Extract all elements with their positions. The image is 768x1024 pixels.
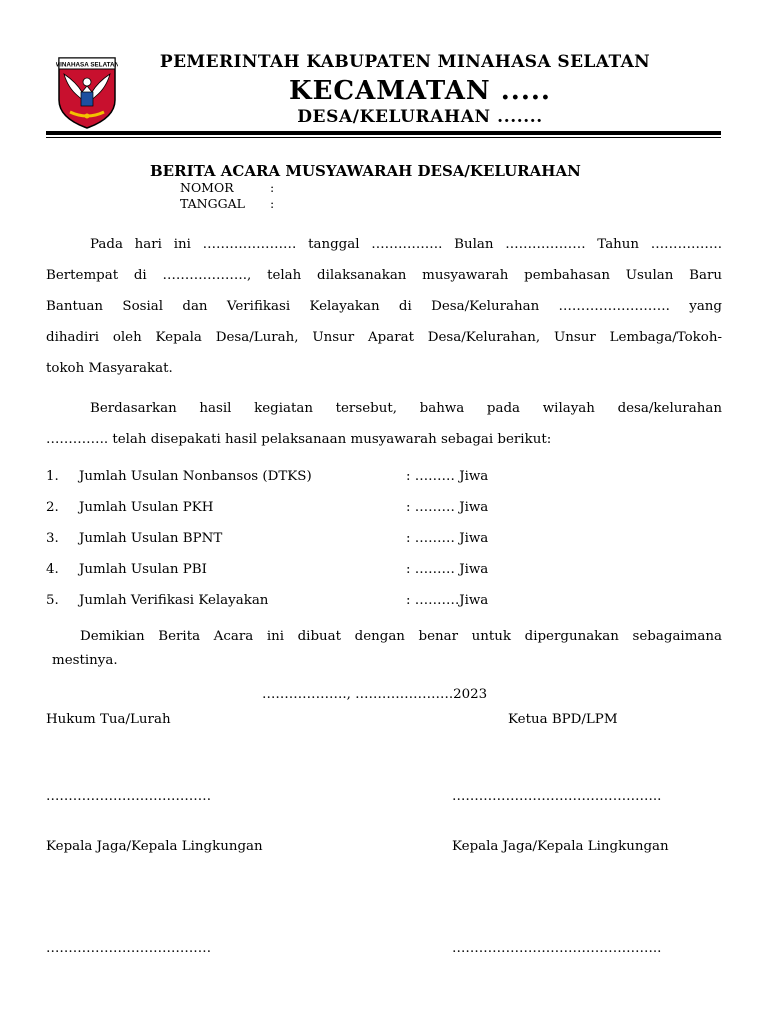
list-item-value: : ……… Jiwa (406, 469, 489, 484)
paragraph-line: tokoh Masyarakat. (46, 361, 173, 376)
paragraph-line: mestinya. (52, 653, 118, 668)
list-item: 4. Jumlah Usulan PBI (46, 562, 207, 577)
signature-line: ………………………………. (46, 789, 211, 804)
paragraph-line: Berdasarkan hasil kegiatan tersebut, bahwa pada wilayah desa/kelurahan (90, 401, 722, 416)
signature-line: ……………………………………….. (452, 789, 662, 804)
signature-line: ……………………………………….. (452, 941, 662, 956)
signatory-bpd-chair: Ketua BPD/LPM (508, 712, 618, 727)
paragraph-line: ………….. telah disepakati hasil pelaksanaan musyawarah sebagai berikut: (46, 432, 552, 447)
header-thin-rule (46, 137, 721, 138)
paragraph-line: Demikian Berita Acara ini dibuat dengan benar untuk dipergunakan sebagaimana (80, 629, 722, 644)
result-paragraph (46, 393, 722, 455)
logo-text: MINAHASA SELATAN (56, 61, 118, 69)
list-item: 3. Jumlah Usulan BPNT (46, 531, 223, 546)
paragraph-line: Pada hari ini ………………… tanggal ……………. Bulan ……………… Tahun ……………. (90, 237, 722, 252)
signatory-village-head: Hukum Tua/Lurah (46, 712, 171, 727)
header-thick-rule (46, 131, 721, 135)
signatory-neighborhood-head: Kepala Jaga/Kepala Lingkungan (452, 839, 669, 854)
list-item: 1. Jumlah Usulan Nonbansos (DTKS) (46, 469, 312, 484)
place-date: ………………., ………………….2023 (262, 687, 488, 702)
tanggal-colon: : (270, 196, 275, 211)
document-title: BERITA ACARA MUSYAWARAH DESA/KELURAHAN (150, 162, 581, 180)
list-item: 5. Jumlah Verifikasi Kelayakan (46, 593, 269, 608)
nomor-colon: : (270, 180, 275, 195)
paragraph-line: Bantuan Sosial dan Verifikasi Kelayakan di Desa/Kelurahan ……………………. yang (46, 299, 722, 314)
signatory-neighborhood-head: Kepala Jaga/Kepala Lingkungan (46, 839, 263, 854)
tanggal-label: TANGGAL (180, 196, 245, 211)
list-item-value: : ……….Jiwa (406, 593, 489, 608)
closing-paragraph (46, 625, 722, 673)
nomor-label: NOMOR (180, 180, 234, 195)
paragraph-line: Bertempat di ………………., telah dilaksanakan musyawarah pembahasan Usulan Baru (46, 268, 722, 283)
paragraph-line: dihadiri oleh Kepala Desa/Lurah, Unsur Aparat Desa/Kelurahan, Unsur Lembaga/Tokoh- (46, 330, 722, 345)
list-item-value: : ……… Jiwa (406, 500, 489, 515)
list-item-value: : ……… Jiwa (406, 531, 489, 546)
opening-paragraph (46, 229, 722, 384)
list-item-value: : ……… Jiwa (406, 562, 489, 577)
header-district: KECAMATAN ..... (289, 76, 551, 106)
header-government: PEMERINTAH KABUPATEN MINAHASA SELATAN (159, 52, 651, 72)
header-village: DESA/KELURAHAN ....... (297, 107, 543, 127)
list-item: 2. Jumlah Usulan PKH (46, 500, 214, 515)
signature-line: ………………………………. (46, 941, 211, 956)
